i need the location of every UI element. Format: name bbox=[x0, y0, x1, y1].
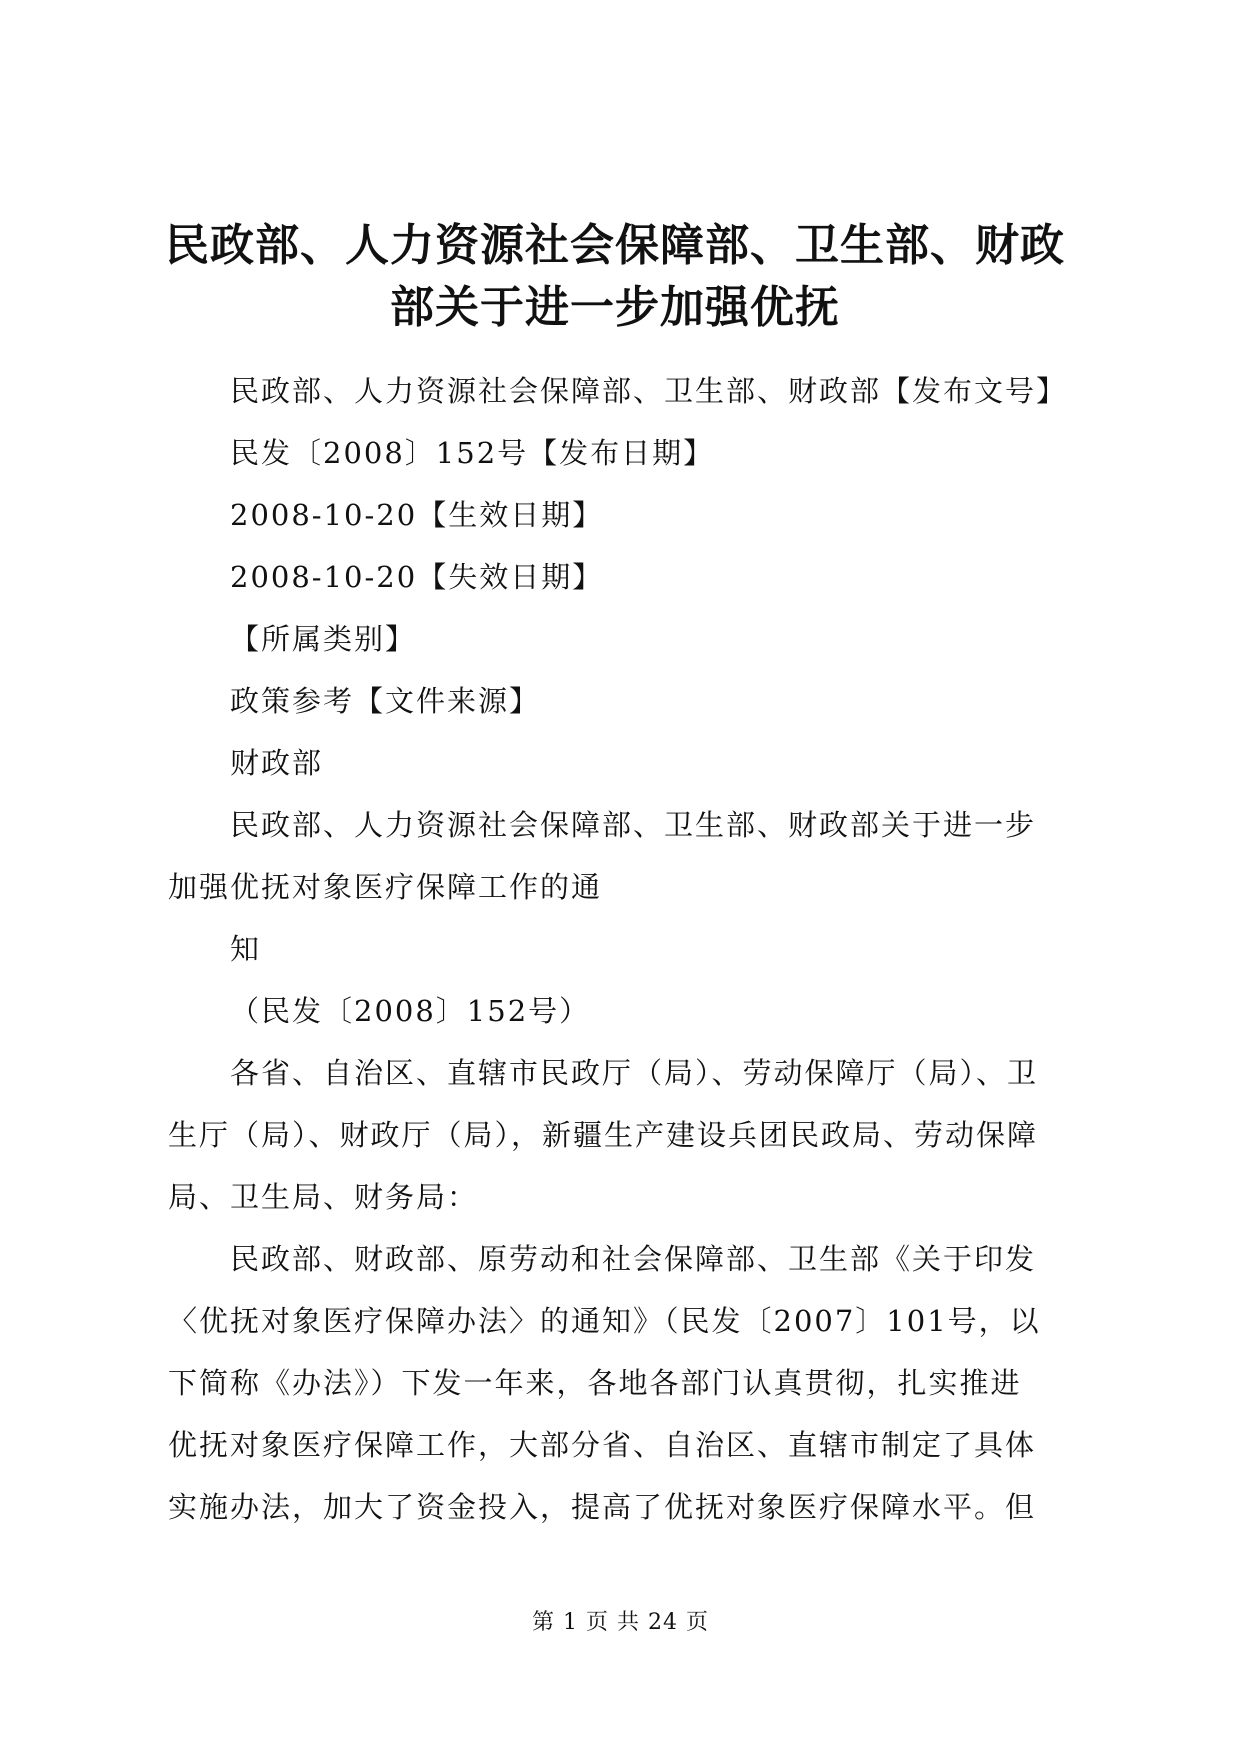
body-line: 民政部、人力资源社会保障部、卫生部、财政部关于进一步 bbox=[230, 808, 1037, 842]
title-line-2: 部关于进一步加强优抚 bbox=[390, 282, 840, 333]
body-line: 财政部 bbox=[230, 746, 324, 780]
document-title bbox=[150, 215, 1080, 339]
body-line: 实施办法，加大了资金投入，提高了优抚对象医疗保障水平。但 bbox=[168, 1490, 1037, 1524]
body-line: 民政部、人力资源社会保障部、卫生部、财政部【发布文号】 bbox=[230, 374, 1068, 408]
body-line: （民发〔2008〕152号） bbox=[230, 994, 591, 1028]
body-line: 下简称《办法》）下发一年来，各地各部门认真贯彻，扎实推进 bbox=[168, 1366, 1022, 1400]
title-line-1: 民政部、人力资源社会保障部、卫生部、财政 bbox=[165, 220, 1065, 271]
body-line: 2008-10-20【生效日期】 bbox=[230, 498, 604, 532]
body-line: 民政部、财政部、原劳动和社会保障部、卫生部《关于印发 bbox=[230, 1242, 1037, 1276]
body-line: 知 bbox=[230, 932, 262, 966]
body-line: 政策参考【文件来源】 bbox=[230, 684, 541, 718]
body-line: 2008-10-20【失效日期】 bbox=[230, 560, 604, 594]
body-line: 加强优抚对象医疗保障工作的通 bbox=[168, 870, 603, 904]
body-line: 局、卫生局、财务局： bbox=[168, 1180, 479, 1214]
page-footer: 第 1 页 共 24 页 bbox=[532, 1610, 709, 1635]
body-line: 〈优抚对象医疗保障办法〉的通知》（民发〔2007〕101号，以 bbox=[168, 1304, 1041, 1338]
body-line: 各省、自治区、直辖市民政厅（局）、劳动保障厅（局）、卫 bbox=[230, 1056, 1039, 1090]
body-line: 民发〔2008〕152号【发布日期】 bbox=[230, 436, 715, 470]
body-line: 【所属类别】 bbox=[230, 622, 417, 656]
body-line: 优抚对象医疗保障工作，大部分省、自治区、直辖市制定了具体 bbox=[168, 1428, 1037, 1462]
document-body bbox=[168, 360, 1080, 1538]
body-line: 生厅（局）、财政厅（局），新疆生产建设兵团民政局、劳动保障 bbox=[168, 1118, 1039, 1152]
